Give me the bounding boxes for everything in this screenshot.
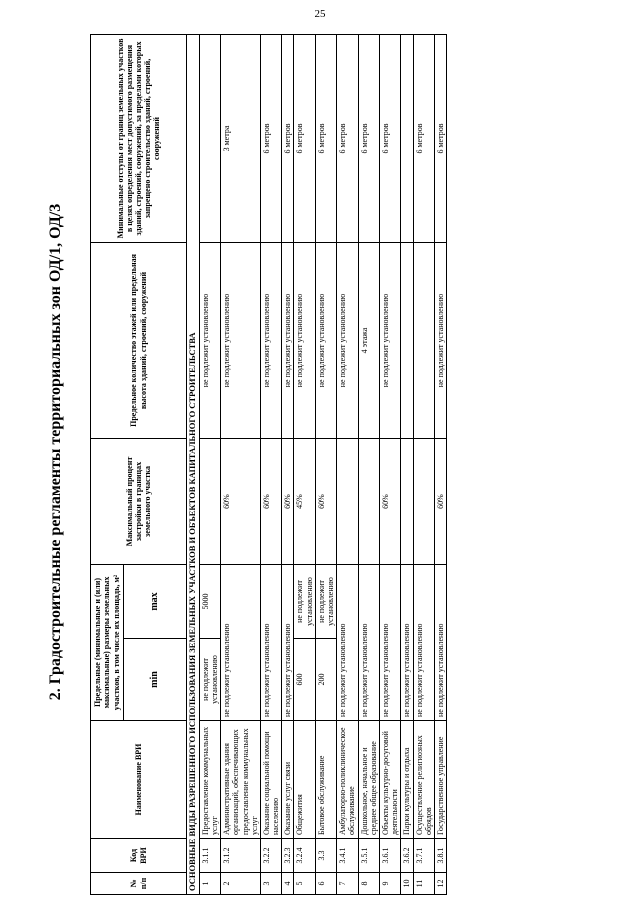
cell-area: не подлежит установлению (401, 565, 413, 721)
regulations-table (90, 34, 447, 895)
header-setback: Минимальные отступы от границ земельных участков в целях определения мест допустимого размещения зданий, строений, сооружений, за пределами которых запрещено строительство зданий, строений, сооружений (91, 35, 187, 243)
header-area-max: max (124, 565, 187, 639)
table-row (379, 35, 400, 895)
cell-setback: 6 метров (413, 35, 434, 243)
cell-area: не подлежит установлению (260, 565, 281, 721)
cell-coverage (401, 439, 413, 565)
cell-area: не подлежит установлению (413, 565, 434, 721)
cell-no: 2 (221, 873, 261, 895)
cell-no: 9 (379, 873, 400, 895)
cell-name: Предоставление коммунальных услуг (199, 721, 220, 839)
table-row (282, 35, 294, 895)
cell-floors (413, 243, 434, 439)
cell-coverage: 60% (315, 439, 336, 565)
table-row (434, 35, 446, 895)
table-row (315, 35, 336, 895)
table-row (358, 35, 379, 895)
cell-coverage (413, 439, 434, 565)
cell-code: 3.6.2 (401, 839, 413, 873)
cell-code: 3.1.2 (221, 839, 261, 873)
header-coverage: Максимальный процент застройки в границах земельного участка (91, 439, 187, 565)
cell-area: не подлежит установлению (337, 565, 358, 721)
cell-setback (401, 35, 413, 243)
cell-name: Общежития (294, 721, 315, 839)
cell-floors: 4 этажа (358, 243, 379, 439)
cell-no: 8 (358, 873, 379, 895)
cell-setback: 6 метров (379, 35, 400, 243)
cell-no: 1 (199, 873, 220, 895)
cell-code: 3.6.1 (379, 839, 400, 873)
cell-area: не подлежит установлению (221, 565, 261, 721)
cell-code: 3.5.1 (358, 839, 379, 873)
header-area-group: Предельные (минимальные и (или) максимальные) размеры земельных участков, в том числе их площадь, м² (91, 565, 124, 721)
cell-area-max: не подлежит установлению (294, 565, 315, 639)
cell-coverage: 60% (282, 439, 294, 565)
table-row (260, 35, 281, 895)
header-no: № п/п (91, 873, 187, 895)
cell-setback: 6 метров (282, 35, 294, 243)
cell-no: 12 (434, 873, 446, 895)
cell-floors (401, 243, 413, 439)
cell-no: 3 (260, 873, 281, 895)
cell-name: Осуществление религиозных обрядов (413, 721, 434, 839)
cell-coverage: 60% (260, 439, 281, 565)
table-row (294, 35, 315, 895)
cell-no: 10 (401, 873, 413, 895)
cell-setback: 6 метров (434, 35, 446, 243)
cell-area-min: 600 (294, 639, 315, 721)
cell-area-max: не подлежит установлению (315, 565, 336, 639)
header-area-min: min (124, 639, 187, 721)
cell-area-min: 200 (315, 639, 336, 721)
cell-coverage (358, 439, 379, 565)
cell-floors: не подлежит установлению (294, 243, 315, 439)
cell-floors: не подлежит установлению (337, 243, 358, 439)
cell-no: 4 (282, 873, 294, 895)
cell-name: Оказание услуг связи (282, 721, 294, 839)
cell-floors: не подлежит установлению (315, 243, 336, 439)
cell-no: 11 (413, 873, 434, 895)
cell-coverage: 60% (221, 439, 261, 565)
cell-area: не подлежит установлению (282, 565, 294, 721)
cell-name: Парки культуры и отдыха (401, 721, 413, 839)
cell-code: 3.4.1 (337, 839, 358, 873)
cell-code: 3.7.1 (413, 839, 434, 873)
cell-area: не подлежит установлению (358, 565, 379, 721)
cell-floors: не подлежит установлению (379, 243, 400, 439)
table-row (413, 35, 434, 895)
header-code: Код ВРИ (91, 839, 187, 873)
cell-setback: 6 метров (337, 35, 358, 243)
cell-setback: 6 метров (358, 35, 379, 243)
table-row (401, 35, 413, 895)
cell-area: не подлежит установлению (434, 565, 446, 721)
cell-area-max: 5000 (199, 565, 220, 639)
cell-coverage: 60% (379, 439, 400, 565)
page-number: 25 (314, 8, 326, 20)
rotated-table-container (90, 35, 630, 895)
cell-floors: не подлежит установлению (282, 243, 294, 439)
cell-setback (199, 35, 220, 243)
cell-code: 3.2.3 (282, 839, 294, 873)
table-row (221, 35, 261, 895)
cell-name: Объекты культурно-досуговой деятельности (379, 721, 400, 839)
cell-no: 7 (337, 873, 358, 895)
cell-floors: не подлежит установлению (221, 243, 261, 439)
cell-coverage (337, 439, 358, 565)
cell-no: 6 (315, 873, 336, 895)
cell-floors: не подлежит установлению (199, 243, 220, 439)
cell-setback: 6 метров (294, 35, 315, 243)
cell-floors: не подлежит установлению (260, 243, 281, 439)
cell-area-min: не подлежит установлению (199, 639, 220, 721)
cell-code: 3.1.1 (199, 839, 220, 873)
cell-name: Оказание социальной помощи населению (260, 721, 281, 839)
cell-code: 3.8.1 (434, 839, 446, 873)
cell-code: 3.2.2 (260, 839, 281, 873)
cell-code: 3.2.4 (294, 839, 315, 873)
header-name: Наименование ВРИ (91, 721, 187, 839)
cell-name: Государственное управление (434, 721, 446, 839)
cell-name: Бытовое обслуживание (315, 721, 336, 839)
cell-name: Дошкольное, начальное и среднее общее образование (358, 721, 379, 839)
cell-setback: 3 метра (221, 35, 261, 243)
cell-coverage: 60% (434, 439, 446, 565)
cell-coverage (199, 439, 220, 565)
cell-setback: 6 метров (260, 35, 281, 243)
cell-setback: 6 метров (315, 35, 336, 243)
cell-name: Амбулаторно-поликлиническое обслуживание (337, 721, 358, 839)
cell-no: 5 (294, 873, 315, 895)
section-title: ОСНОВНЫЕ ВИДЫ РАЗРЕШЕННОГО ИСПОЛЬЗОВАНИЯ ЗЕМЕЛЬНЫХ УЧАСТКОВ И ОБЪЕКТОВ КАПИТАЛЬНОГО СТРОИТЕЛЬСТВА (187, 35, 200, 895)
cell-floors: не подлежит установлению (434, 243, 446, 439)
header-floors: Предельное количество этажей или предельная высота зданий, строений, сооружений (91, 243, 187, 439)
cell-code: 3.3 (315, 839, 336, 873)
table-row (337, 35, 358, 895)
cell-name: Административные здания организаций, обеспечивающих предоставление коммунальных услуг (221, 721, 261, 839)
cell-coverage: 45% (294, 439, 315, 565)
table-row (199, 35, 220, 895)
document-title: 2. Градостроительные регламенты территориальных зон ОД/1, ОД/3 (47, 203, 64, 701)
cell-area: не подлежит установлению (379, 565, 400, 721)
